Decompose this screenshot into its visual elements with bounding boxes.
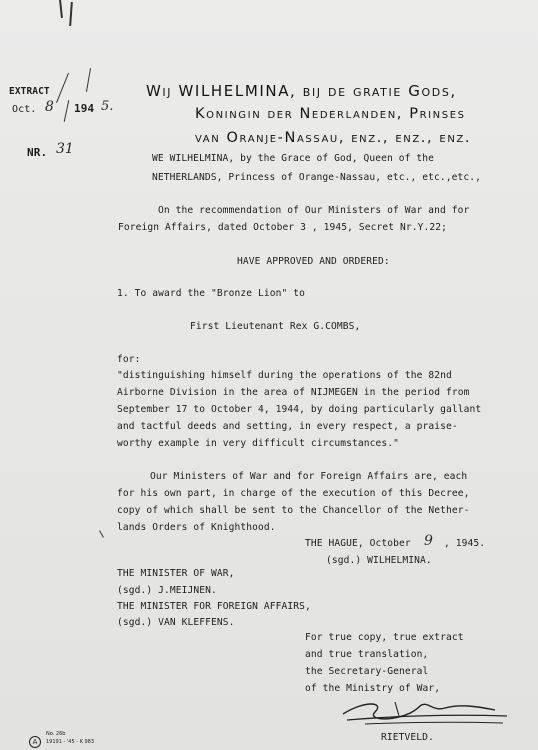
recommendation-line-1: On the recommendation of Our Ministers of War and for [158,205,470,216]
certification-line-2: and true translation, [305,649,429,660]
handwritten-signature [335,696,515,732]
citation-line-3: September 17 to October 4, 1944, by doing particularly gallant [117,404,482,415]
extract-label: EXTRACT [9,86,50,97]
pen-slash [64,100,70,122]
place-date-prefix: THE HAGUE, October [305,538,411,549]
print-code-1: No. 26b [46,731,66,737]
opening-line-1: WE WILHELMINA, by the Grace of God, Queen of the [152,153,435,164]
queen-signature: (sgd.) WILHELMINA. [326,555,432,566]
recommendation-line-2: Foreign Affairs, dated October 3 , 1945, Secret Nr.Y.22; [118,222,448,233]
minister-foreign-title: THE MINISTER FOR FOREIGN AFFAIRS, [117,601,311,612]
pen-stroke [69,2,72,26]
place-date-year: , 1945. [444,538,486,549]
extract-date-day: 8 [45,99,54,115]
print-circle-letter: A [32,738,38,746]
opening-line-2: NETHERLANDS, Princess of Orange-Nassau, etc., etc.,etc., [152,172,482,183]
ministers-line-2: for his own part, in charge of the execution of this Decree, [117,488,470,499]
print-circle-mark [29,736,41,748]
header-line-1: Wij WILHELMINA, bij de gratie Gods, [146,82,457,100]
pen-slash [86,68,91,92]
approved-heading: HAVE APPROVED AND ORDERED: [237,256,390,267]
nr-number: 31 [56,141,74,157]
minister-war-title: THE MINISTER OF WAR, [117,568,235,579]
citation-line-2: Airborne Division in the area of NIJMEGEN in the period from [117,387,470,398]
certification-line-4: of the Ministry of War, [305,683,441,694]
minister-foreign-signed: (sgd.) VAN KLEFFENS. [117,617,235,628]
extract-date-year: 194 [74,102,95,115]
certification-line-3: the Secretary-General [305,666,429,677]
award-line: 1. To award the "Bronze Lion" to [117,288,306,299]
certification-name: RIETVELD. [381,732,434,743]
pen-tick [99,530,104,538]
header-line-2: Koningin der Nederlanden, Prinses [195,106,466,122]
recipient-line: First Lieutenant Rex G.COMBS, [190,321,361,332]
extract-date-year-hand: 5. [101,99,114,114]
citation-line-4: and tactful deeds and setting, in every respect, a praise- [117,421,458,432]
print-code-2: 19191 - '45 - K 983 [46,739,95,745]
pen-slash [56,73,69,103]
extract-date-prefix: Oct. [12,104,37,115]
ministers-line-1: Our Ministers of War and for Foreign Affairs are, each [150,471,468,482]
header-line-3: van Oranje-Nassau, enz., enz., enz. [195,130,472,146]
citation-line-1: "distinguishing himself during the operations of the 82nd [117,370,452,381]
ministers-line-3: copy of which shall be sent to the Chancellor of the Nether- [117,505,470,516]
citation-line-5: worthy example in very difficult circumstances." [117,438,400,449]
place-date-day: 9 [424,533,433,549]
minister-war-signed: (sgd.) J.MEIJNEN. [117,585,217,596]
nr-label: NR. [27,146,48,159]
pen-stroke [59,0,62,18]
ministers-line-4: lands Orders of Knighthood. [117,522,276,533]
certification-line-1: For true copy, true extract [305,632,464,643]
for-label: for: [117,354,141,365]
